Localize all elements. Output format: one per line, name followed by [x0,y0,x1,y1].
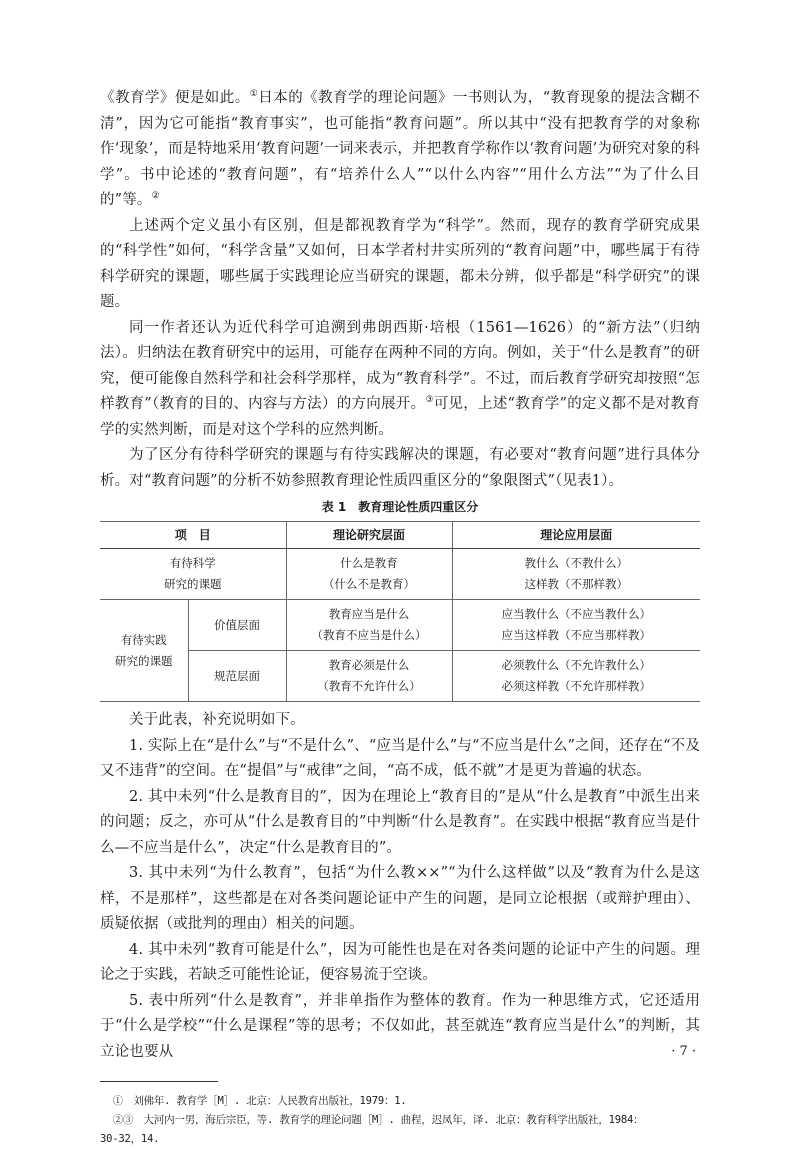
footnote-divider [100,1081,218,1082]
header-theory-application: 理论应用层面 [452,522,700,549]
table-row [100,651,700,702]
sub-label-norm: 规范层面 [188,651,286,702]
table-cell: 教什么（不教什么） 这样教（不那样教） [452,549,700,600]
theory-table [100,521,700,702]
footnote-ref-2[interactable]: ② [151,191,160,202]
table-row [100,600,700,651]
header-item: 项 目 [100,522,286,549]
table-cell: 应当教什么（不应当教什么） 应当这样教（不应当那样教） [452,600,700,651]
paragraph-1: 《教育学》便是如此。①日本的《教育学的理论问题》一书则认为，“教育现象的提法含糊不清”，因为它可能指“教育事实”，也可能指“教育问题”。所以其中“没有把教育学的对象称作‘现象’，而是特地采用‘教育问题’一词来表示，并把教育学称作以‘教育问题’为研究对象的科学”。书中论述的“教育问题”，有“培养什么人”“以什么内容”“用什么方法”“为了什么目的”等。② [100,89,700,208]
paragraph-5: 关于此表，补充说明如下。 [129,712,305,728]
paragraph-9: 4. 其中未列“教育可能是什么”，因为可能性也是在对各类问题的论证中产生的问题。理论之于实践，若缺乏可能性论证，便容易流于空谈。 [100,941,700,983]
row-label-science: 有待科学 研究的课题 [100,549,286,600]
table-cell: 什么是教育 （什么不是教育） [286,549,452,600]
footnote-2-3-continued: 30-32，14. [100,1133,160,1145]
table-header-row [100,522,700,549]
sub-label-value: 价值层面 [188,600,286,651]
paragraph-2: 上述两个定义虽小有区别，但是都视教育学为“科学”。然而，现存的教育学研究成果的“科学性”如何，“科学含量”又如何，日本学者村井实所列的“教育问题”中，哪些属于有待科学研究的课题，哪些属于实践理论应当研究的课题，都未分辨，似乎都是“科学研究”的课题。 [100,217,700,310]
paragraph-10: 5. 表中所列“什么是教育”，并非单指作为整体的教育。作为一种思维方式，它还适用于“什么是学校”“什么是课程”等的思考；不仅如此，甚至就连“教育应当是什么”的判断，其立论也要从 [100,992,700,1060]
paragraph-6: 1. 实际上在“是什么”与“不是什么”、“应当是什么”与“不应当是什么”之间，还存在“不及又不违背”的空间。在“提倡”与“戒律”之间，“高不成，低不就”才是更为普遍的状态。 [100,737,700,779]
footnote-1: ① 刘佛年. 教育学［M］. 北京：人民教育出版社，1979：1. [112,1095,407,1107]
notes-section [100,708,700,1065]
header-theory-research: 理论研究层面 [286,522,452,549]
row-label-practice: 有待实践 研究的课题 [100,600,188,702]
table-cell: 必须教什么（不允许教什么） 必须这样教（不允许那样教） [452,651,700,702]
paragraph-8: 3. 其中未列“为什么教育”，包括“为什么教××”“为什么这样做”以及“教育为什么是这样，不是那样”，这些都是在对各类问题论证中产生的问题，是同立论根据（或辩护理由）、质疑依据（或批判的理由）相关的问题。 [100,865,700,932]
paragraph-3: 同一作者还认为近代科学可追溯到弗朗西斯·培根（1561—1626）的“新方法”（归纳法）。归纳法在教育研究中的运用，可能存在两种不同的方向。例如，关于“什么是教育”的研究，便可能像自然科学和社会科学那样，成为“教育科学”。不过，而后教育学研究却按照“怎样教育”（教育的目的、内容与方法）的方向展开。③可见，上述“教育学”的定义都不是对教育学的实然判断，而是对这个学科的应然判断。 [100,319,700,438]
paragraph-4: 为了区分有待科学研究的课题与有待实践解决的课题，有必要对“教育问题”进行具体分析。对“教育问题”的分析不妨参照教育理论性质四重区分的“象限图式”（见表1）。 [100,447,700,489]
page-number: · 7 · [671,1044,696,1059]
footnote-2-3: ②③ 大河内一男，海后宗臣，等. 教育学的理论问题［M］. 曲程，迟凤年，译. 北京：教育科学出版社，1984： [112,1114,644,1126]
table-cell: 教育应当是什么 （教育不应当是什么） [286,600,452,651]
page-body [100,86,700,1149]
footnote-ref-3[interactable]: ③ [425,395,434,406]
paragraph-7: 2. 其中未列“什么是教育目的”，因为在理论上“教育目的”是从“什么是教育”中派生出来的问题；反之，亦可从“什么是教育目的”中判断“什么是教育”。在实践中根据“教育应当是什么—不应当是什么”，决定“什么是教育目的”。 [100,788,700,856]
table-row [100,549,700,600]
table-caption: 表 1 教育理论性质四重区分 [321,500,479,514]
footnote-ref-1[interactable]: ① [249,89,259,100]
table-cell: 教育必须是什么 （教育不允许什么） [286,651,452,702]
